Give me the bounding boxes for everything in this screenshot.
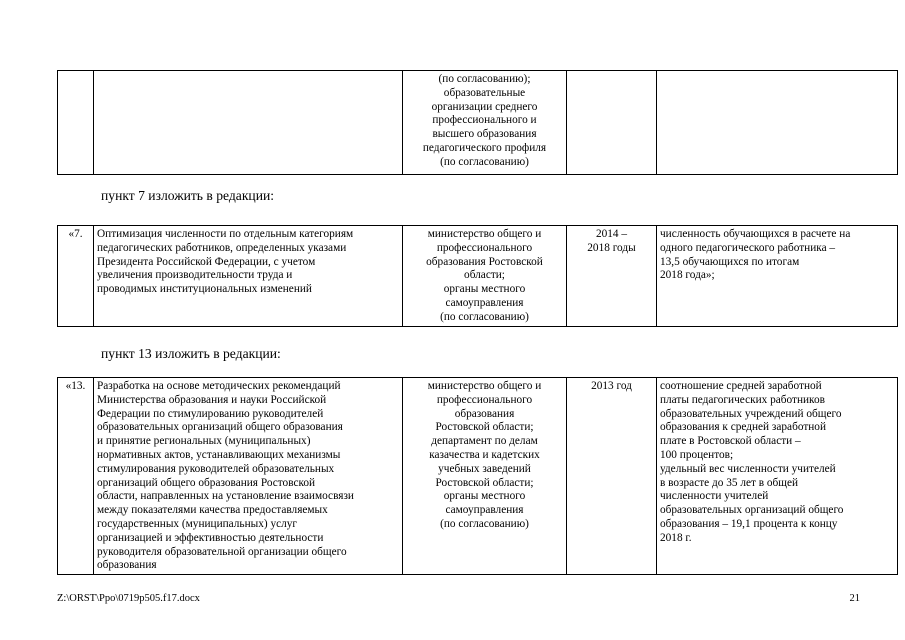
cell-period — [567, 71, 657, 175]
text-line: образовательные — [443, 86, 526, 99]
text-line: соотношение средней заработной — [660, 380, 822, 392]
text-line: профессионального — [436, 241, 533, 254]
text-line: нормативных актов, устанавливающих механизмы — [97, 448, 341, 461]
text-line: одного педагогического работника – — [660, 241, 836, 254]
text-line: организации среднего — [431, 100, 538, 113]
text-line: образовательных организаций общего — [660, 504, 844, 517]
section-heading-point-13: пункт 13 изложить в редакции: — [101, 346, 281, 361]
table-continuation — [57, 70, 898, 175]
cell-indicator — [657, 71, 898, 175]
footer-page-number: 21 — [849, 593, 860, 604]
text-line: 2018 годы — [587, 241, 636, 254]
text-line: образования – 19,1 процента к концу — [660, 517, 838, 530]
cell-executor — [403, 226, 567, 327]
cell-executor — [403, 378, 567, 575]
footer-file-path: Z:\ORST\Ppo\0719p505.f17.docx — [57, 593, 200, 604]
text-line: (по согласованию) — [440, 310, 529, 323]
table-row — [58, 71, 898, 175]
text-line: стимулирования руководителей образовательных — [97, 462, 335, 475]
text-line: увеличения производительности труда и — [97, 269, 293, 282]
text-line: органы местного — [443, 283, 526, 296]
text-line: образовательных организаций общего образования — [97, 421, 343, 434]
text-line: численность обучающихся в расчете на — [660, 228, 851, 240]
cell-period — [567, 226, 657, 327]
text-line: 13,5 обучающихся по итогам — [660, 255, 800, 268]
text-line: образования Ростовской — [426, 255, 543, 268]
text-line: и принятие региональных (муниципальных) — [97, 435, 311, 448]
text-line: платы педагогических работников — [660, 393, 825, 406]
cell-measure-name — [94, 71, 403, 175]
text-line: удельный вес численности учителей — [660, 462, 836, 475]
text-line: организаций общего образования Ростовской — [97, 476, 316, 489]
text-line: министерство общего и — [427, 228, 542, 240]
text-line: области, направленных на установление взаимосвязи — [97, 490, 354, 503]
table-point-7 — [57, 225, 898, 327]
text-line: Министерства образования и науки Российской — [97, 393, 327, 406]
text-line: образования к средней заработной — [660, 421, 826, 434]
text-line: между показателями качества предоставляемых — [97, 504, 328, 517]
cell-executor — [403, 71, 567, 175]
cell-period — [567, 378, 657, 575]
text-line: образования — [454, 407, 515, 420]
cell-indicator — [657, 226, 898, 327]
text-line: Разработка на основе методических рекомендаций — [97, 380, 341, 392]
text-line: области; — [464, 269, 505, 282]
text-line: Федерации по стимулированию руководителей — [97, 407, 324, 420]
text-line: Президента Российской Федерации, с учетом — [97, 255, 316, 268]
text-line: в возрасте до 35 лет в общей — [660, 476, 799, 489]
text-line: департамент по делам — [431, 435, 538, 448]
text-line: Ростовской области; — [435, 421, 534, 434]
text-line: образования — [97, 559, 157, 572]
text-line: органы местного — [443, 490, 526, 503]
cell-measure-name — [94, 378, 403, 575]
text-line: профессионального — [436, 393, 533, 406]
text-line: казачества и кадетских — [429, 448, 540, 461]
text-line: образовательных учреждений общего — [660, 407, 842, 420]
text-line: самоуправления — [445, 504, 524, 517]
text-line: педагогического профиля — [422, 141, 547, 154]
table-point-13 — [57, 377, 898, 575]
cell-number: «13. — [58, 378, 94, 575]
text-line: Оптимизация численности по отдельным категориям — [97, 228, 354, 240]
text-line: самоуправления — [445, 296, 524, 309]
cell-measure-name — [94, 226, 403, 327]
text-line: профессионального и — [432, 114, 537, 127]
text-line: плате в Ростовской области – — [660, 435, 801, 448]
text-line: организацией и эффективностью деятельности — [97, 531, 324, 544]
cell-number — [58, 71, 94, 175]
table-row — [58, 378, 898, 575]
text-line: министерство общего и — [427, 380, 542, 392]
text-line: (по согласованию) — [440, 155, 529, 168]
text-line: государственных (муниципальных) услуг — [97, 517, 298, 530]
text-line: Ростовской области; — [435, 476, 534, 489]
text-line: учебных заведений — [438, 462, 531, 475]
text-line: педагогических работников, определенных указами — [97, 241, 347, 254]
table-row — [58, 226, 898, 327]
text-line: 2018 г. — [660, 531, 692, 544]
text-line: (по согласованию); — [438, 73, 531, 85]
cell-number: «7. — [58, 226, 94, 327]
text-line: 2018 года»; — [660, 269, 715, 282]
text-line: 100 процентов; — [660, 448, 734, 461]
text-line: проводимых институциональных изменений — [97, 283, 312, 296]
text-line: 2013 год — [591, 380, 632, 392]
cell-indicator — [657, 378, 898, 575]
text-line: 2014 – — [595, 228, 628, 240]
text-line: руководителя образовательной организации общего — [97, 545, 347, 558]
text-line: численности учителей — [660, 490, 769, 503]
section-heading-point-7: пункт 7 изложить в редакции: — [101, 188, 275, 203]
text-line: (по согласованию) — [440, 517, 529, 530]
text-line: высшего образования — [432, 128, 537, 141]
